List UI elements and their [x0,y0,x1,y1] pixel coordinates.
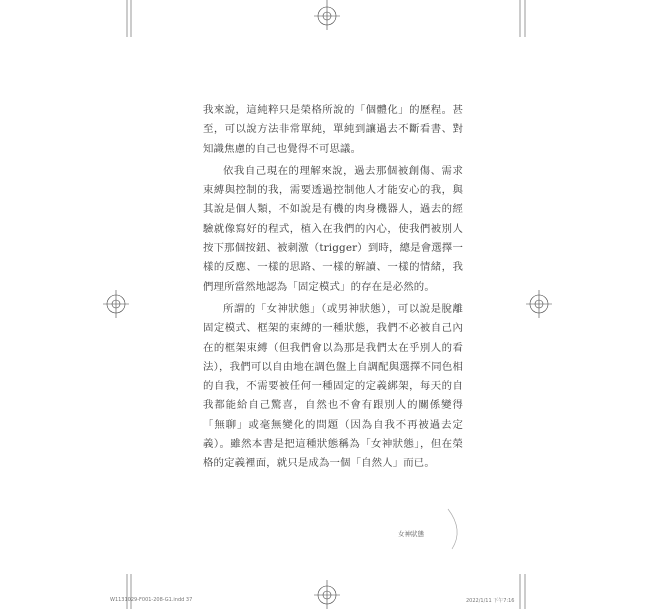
slug-datetime: 2022/1/11 下午7:16 [466,598,515,604]
slug-file-name: W1131029-F001-208-G1.indd 37 [110,597,193,603]
registration-mark-right [526,290,552,318]
paragraph: 我來說，這純粹只是榮格所說的「個體化」的歷程。甚至，可以說方法非常單純，單純到讓過去不斷看書、對知識焦慮的自己也覺得不可思議。 [203,104,463,155]
body-text [203,101,463,474]
paragraph: 所謂的「女神狀態」（或男神狀態），可以說是脫離固定模式、框架的束縛的一種狀態，我們不必被自己內在的框架束縛（但我們會以為那是我們太在乎別人的看法），我們可以自由地在調色盤上自調配與選擇不同色相的自我，不需要被任何一種固定的定義綁架，每天的自我都能給自己驚喜，自然也不會有跟別人的關係變得「無聊」或毫無變化的問題（因為自我不再被過去定義）。雖然本書是把這種狀態稱為「女神狀態」，但在榮格的定義裡面，就只是成為一個「自然人」而已。 [203,302,463,470]
running-footer-title: 女神狀態 [398,530,424,538]
registration-mark-top [314,0,340,30]
registration-mark-bottom [314,580,340,609]
registration-mark-left [103,290,129,318]
footer-decorative-arc [448,509,457,549]
paragraph: 依我自己現在的理解來說，過去那個被創傷、需求束縛與控制的我，需要透過控制他人才能安心的我，與其說是個人類，不如說是有機的肉身機器人，過去的經驗就像寫好的程式，植入在我們的內心，使我們被別人按下那個按鈕、被刺激（trigger）到時，總是會選擇一樣的反應、一樣的思路、一樣的解讀、一樣的情緒，我們理所當然地認為「固定模式」的存在是必然的。 [203,164,463,293]
